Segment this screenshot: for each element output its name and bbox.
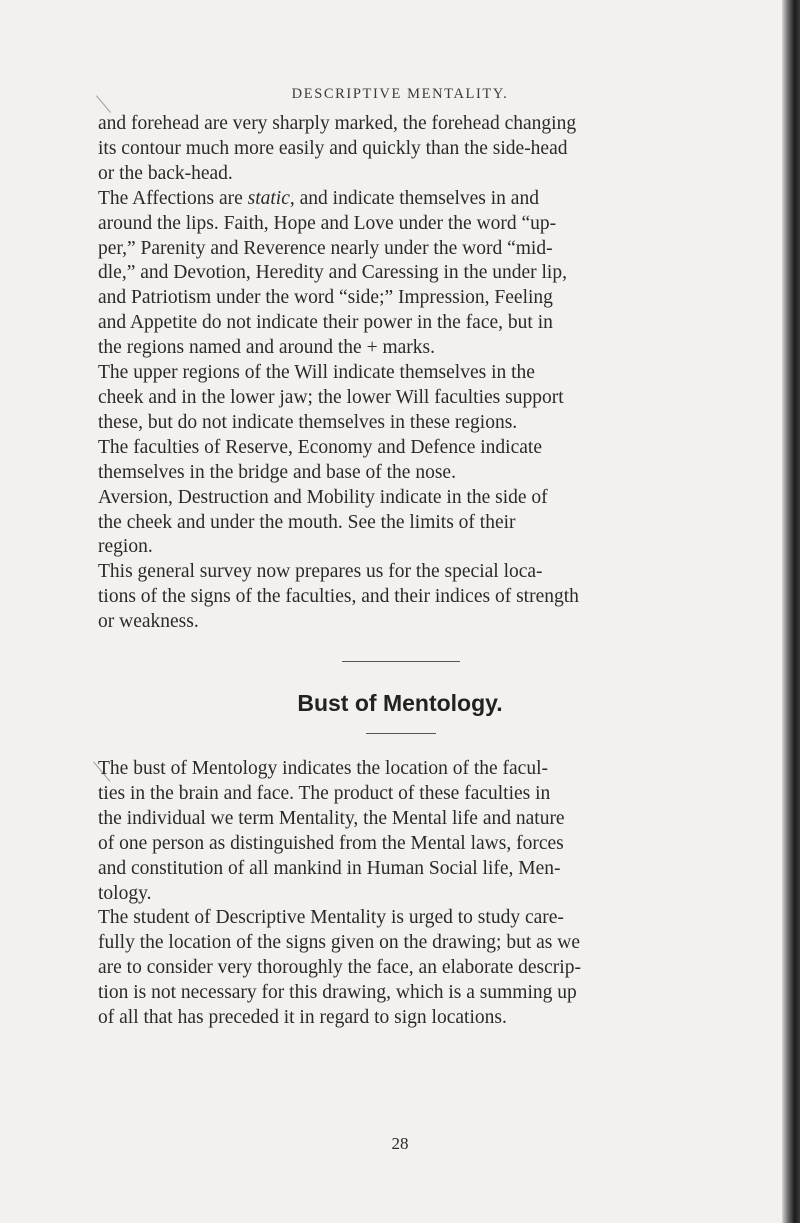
text-line: and forehead are very sharply marked, the forehead changing [98,113,577,134]
text-line: per,” Parenity and Reverence nearly under the word “mid- [98,237,553,259]
text-line: or weakness. [98,611,199,633]
text-line: and Patriotism under the word “side;” Impression, Feeling [98,287,553,309]
italic-word: static [247,187,290,209]
text-line: ties in the brain and face. The product of these faculties in [98,782,551,804]
text-line: and constitution of all mankind in Human Social life, Men- [98,857,561,879]
text-line: dle,” and Devotion, Heredity and Caressing in the under lip, [98,262,567,284]
text-line: themselves in the bridge and base of the nose. [98,461,456,483]
text-line: tology. [98,882,152,904]
section-heading: Bust of Mentology. [297,690,503,716]
text-line: of one person as distinguished from the Mental laws, forces [98,832,564,854]
text-line: fully the location of the signs given on the drawing; but as we [98,932,580,954]
text-line: The student of Descriptive Mentality is urged to study care- [98,907,564,929]
text-line: The bust of Mentology indicates the location of the facul- [98,758,548,779]
page-edge-shadow [782,0,800,1223]
text-line: or the back-head. [98,162,233,184]
text-line: cheek and in the lower jaw; the lower Will faculties support [98,386,564,408]
text-line: and Appetite do not indicate their power in the face, but in [98,312,553,334]
text-line: The Affections are static, and indicate themselves in and [98,187,539,209]
text-line: The faculties of Reserve, Economy and Defence indicate [98,436,542,458]
text-line: region. [98,536,153,558]
running-head: DESCRIPTIVE MENTALITY. [291,86,509,102]
text-line: the cheek and under the mouth. See the limits of their [98,511,516,533]
heading-rule-top [342,661,460,662]
text-line: Aversion, Destruction and Mobility indicate in the side of [98,486,548,508]
text-line: are to consider very thoroughly the face, an elaborate descrip- [98,957,581,979]
heading-rule-bottom [366,733,436,734]
page-number: 28 [391,1134,409,1153]
text-line: its contour much more easily and quickly than the side-head [98,137,568,159]
text-line: This general survey now prepares us for the special loca- [98,561,543,583]
text-line: of all that has preceded it in regard to sign locations. [98,1007,507,1029]
text-line: the regions named and around the + marks. [98,337,435,359]
text-line: around the lips. Faith, Hope and Love under the word “up- [98,212,557,234]
text-line: the individual we term Mentality, the Mental life and nature [98,807,565,829]
body-text-section-2 [98,757,698,1031]
text-line: The upper regions of the Will indicate themselves in the [98,362,535,384]
text-line: tions of the signs of the faculties, and their indices of strength [98,586,579,608]
body-text-section-1 [98,112,698,635]
text-line: these, but do not indicate themselves in these regions. [98,411,518,433]
text-line: tion is not necessary for this drawing, which is a summing up [98,982,577,1004]
